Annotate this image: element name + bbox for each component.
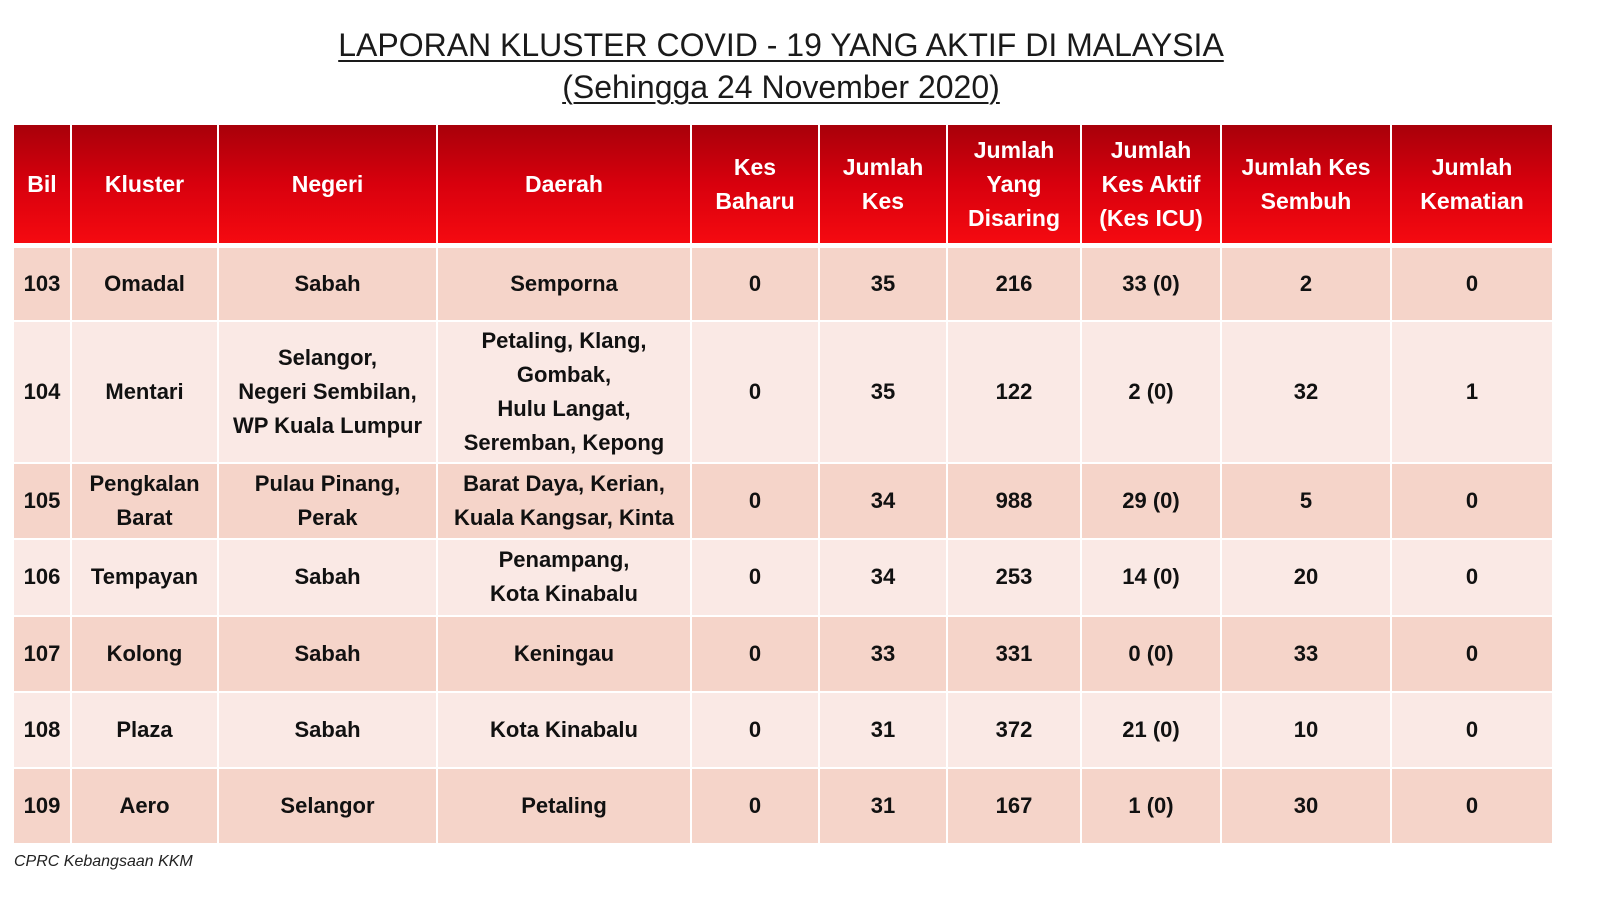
cluster-table [14,125,1552,845]
cell-aktif-icu: 14 (0) [1081,539,1221,616]
source-footnote: CPRC Kebangsaan KKM [14,853,193,870]
table-row [14,768,1552,844]
cell-disaring: 216 [947,246,1081,321]
cell-kluster: Omadal [71,246,218,321]
cell-kes-baharu: 0 [691,246,819,321]
report-title [0,24,1562,108]
header-bil: Bil [14,125,71,246]
cell-sembuh: 32 [1221,321,1391,463]
table-row [14,539,1552,616]
cell-kluster: Aero [71,768,218,844]
cell-bil: 105 [14,463,71,539]
cell-daerah: Kota Kinabalu [437,692,691,768]
cell-daerah: Barat Daya, Kerian, Kuala Kangsar, Kinta [437,463,691,539]
cell-jumlah-kes: 31 [819,768,947,844]
cell-bil: 103 [14,246,71,321]
cell-jumlah-kes: 35 [819,246,947,321]
header-kes-sembuh: Jumlah Kes Sembuh [1221,125,1391,246]
table-row [14,463,1552,539]
cell-negeri: Sabah [218,539,437,616]
report-title-line-2: (Sehingga 24 November 2020) [562,69,1000,105]
cell-kematian: 0 [1391,539,1552,616]
cell-kes-baharu: 0 [691,692,819,768]
cell-jumlah-kes: 33 [819,616,947,692]
cell-disaring: 331 [947,616,1081,692]
header-kes-baharu: Kes Baharu [691,125,819,246]
cell-kluster: Kolong [71,616,218,692]
cell-daerah: Petaling, Klang, Gombak, Hulu Langat, Seremban, Kepong [437,321,691,463]
cell-daerah: Keningau [437,616,691,692]
cell-disaring: 167 [947,768,1081,844]
header-kluster: Kluster [71,125,218,246]
cell-aktif-icu: 2 (0) [1081,321,1221,463]
cell-sembuh: 5 [1221,463,1391,539]
cell-kematian: 0 [1391,692,1552,768]
cell-jumlah-kes: 31 [819,692,947,768]
cell-disaring: 372 [947,692,1081,768]
table-header-row [14,125,1552,246]
cell-sembuh: 20 [1221,539,1391,616]
cell-kematian: 1 [1391,321,1552,463]
cell-sembuh: 33 [1221,616,1391,692]
cell-negeri: Sabah [218,616,437,692]
cell-kes-baharu: 0 [691,616,819,692]
table-row [14,321,1552,463]
cell-kes-baharu: 0 [691,321,819,463]
cell-aktif-icu: 0 (0) [1081,616,1221,692]
cell-aktif-icu: 29 (0) [1081,463,1221,539]
cell-aktif-icu: 1 (0) [1081,768,1221,844]
header-jumlah-disaring: Jumlah Yang Disaring [947,125,1081,246]
cell-sembuh: 2 [1221,246,1391,321]
cell-disaring: 122 [947,321,1081,463]
cell-sembuh: 10 [1221,692,1391,768]
cell-kes-baharu: 0 [691,463,819,539]
cell-negeri: Pulau Pinang, Perak [218,463,437,539]
cell-aktif-icu: 21 (0) [1081,692,1221,768]
cell-daerah: Semporna [437,246,691,321]
cell-bil: 109 [14,768,71,844]
header-negeri: Negeri [218,125,437,246]
table-row [14,246,1552,321]
header-daerah: Daerah [437,125,691,246]
cell-kes-baharu: 0 [691,539,819,616]
header-kes-aktif-icu: Jumlah Kes Aktif (Kes ICU) [1081,125,1221,246]
cell-jumlah-kes: 34 [819,463,947,539]
cell-kluster: Pengkalan Barat [71,463,218,539]
header-kematian: Jumlah Kematian [1391,125,1552,246]
cell-negeri: Sabah [218,692,437,768]
cell-disaring: 988 [947,463,1081,539]
cell-kluster: Plaza [71,692,218,768]
cell-jumlah-kes: 34 [819,539,947,616]
cell-kematian: 0 [1391,463,1552,539]
table-row [14,692,1552,768]
cell-bil: 106 [14,539,71,616]
cell-disaring: 253 [947,539,1081,616]
header-jumlah-kes: Jumlah Kes [819,125,947,246]
cell-kematian: 0 [1391,246,1552,321]
cell-daerah: Petaling [437,768,691,844]
cell-kes-baharu: 0 [691,768,819,844]
cell-negeri: Selangor, Negeri Sembilan, WP Kuala Lumpur [218,321,437,463]
cell-sembuh: 30 [1221,768,1391,844]
cell-daerah: Penampang, Kota Kinabalu [437,539,691,616]
table-row [14,616,1552,692]
cell-kematian: 0 [1391,616,1552,692]
cell-negeri: Selangor [218,768,437,844]
cell-kluster: Mentari [71,321,218,463]
cell-bil: 104 [14,321,71,463]
cell-jumlah-kes: 35 [819,321,947,463]
cell-kematian: 0 [1391,768,1552,844]
cell-bil: 108 [14,692,71,768]
cell-bil: 107 [14,616,71,692]
cell-aktif-icu: 33 (0) [1081,246,1221,321]
cell-negeri: Sabah [218,246,437,321]
report-title-line-1: LAPORAN KLUSTER COVID - 19 YANG AKTIF DI MALAYSIA [338,27,1224,63]
cell-kluster: Tempayan [71,539,218,616]
